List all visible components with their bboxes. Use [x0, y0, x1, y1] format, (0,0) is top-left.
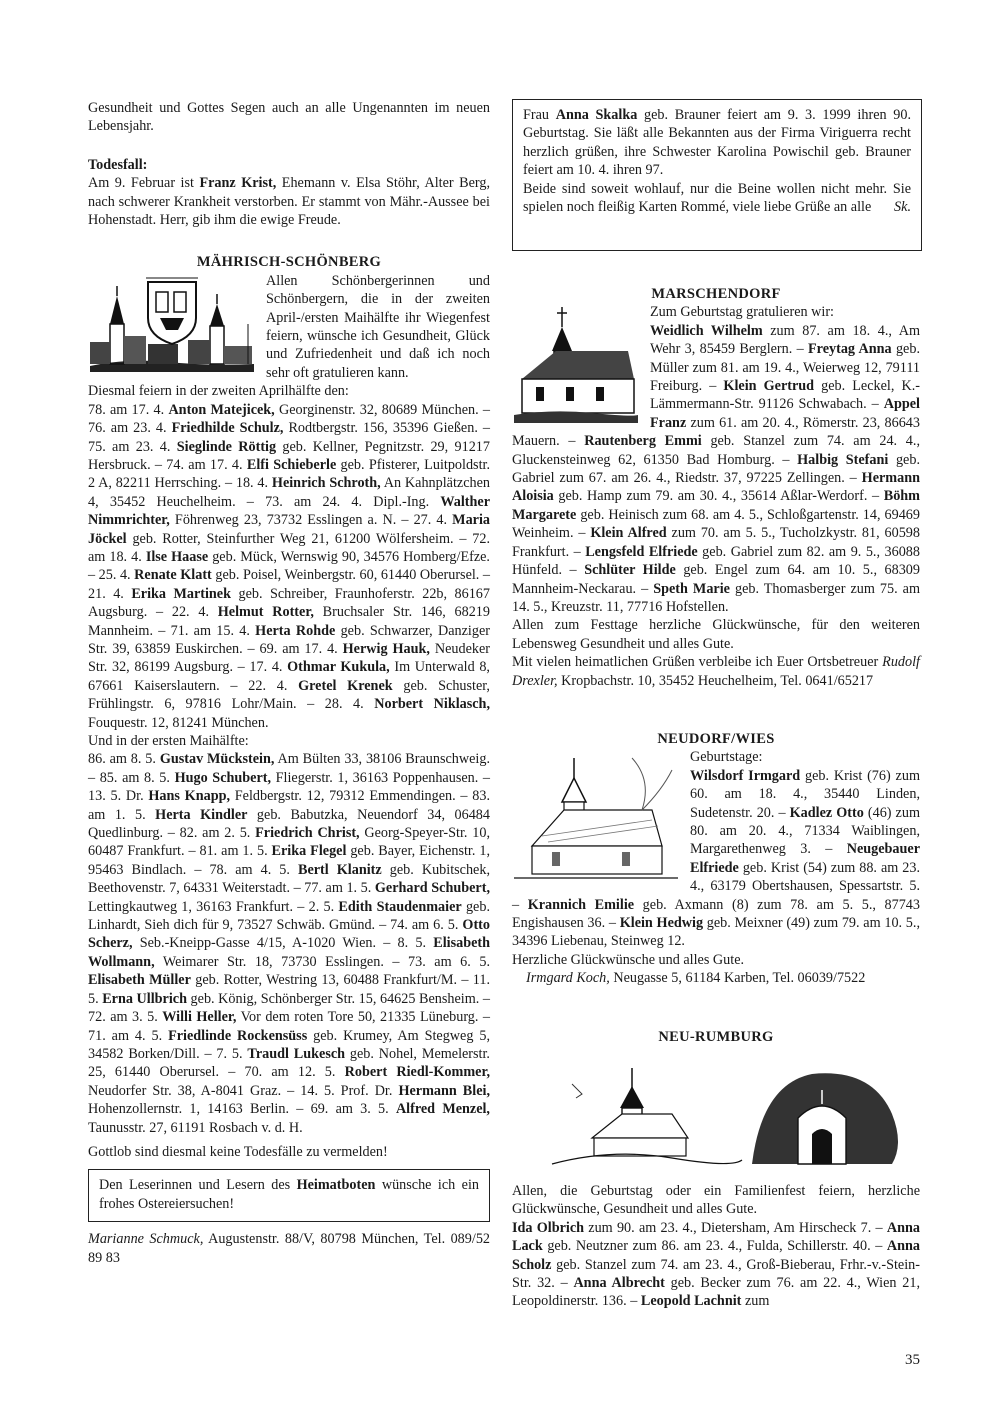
- marschendorf-signature: [512, 653, 920, 690]
- left-signature: [88, 1230, 490, 1267]
- town-coat-of-arms-illustration: [88, 274, 256, 374]
- marschendorf-closing: Allen zum Festtage herzliche Glückwünsche, für den weiteren Lebensweg Gesundheit und alles Gute.: [512, 617, 920, 652]
- intro-text: Gesundheit und Gottes Segen auch an alle Ungenannten im neuen Lebensjahr.: [88, 100, 490, 135]
- neudorf-birthdays: Wilsdorf Irmgard geb. Krist (76) zum 60. am 18. 4., 35440 Linden, Sudetenstr. 20. – Kadlez Otto (46) zum 80. am 20. 4., 71334 Waiblingen, Margarethenweg 3. – Neugebauer Elfriede geb. Krist (54) zum 88. am 23. 4., 63179 Obertshausen, Spessartstr. 5. – Krannich Emilie geb. Axmann (8) zum 78. am 5. 5., 87743 Engishausen 36. – Klein Hedwig geb. Meixner (49) zum 79. am 10. 5., 34396 Liebenau, Steinweg 12.: [512, 767, 920, 950]
- neudorf-chapel-illustration: [512, 750, 680, 890]
- easter-text-end: wünsche ich ein frohes Ostereiersuchen!: [99, 1177, 479, 1212]
- neudorf-intro: Geburtstage:: [690, 749, 763, 766]
- neudorf-closing: Herzliche Glückwünsche und alles Gute.: [512, 951, 745, 968]
- box-text-start: Frau: [523, 107, 556, 123]
- section-title-neudorf-wies: NEUDORF/WIES: [657, 730, 775, 747]
- death-text-end: Ehemann v. Elsa Stöhr, Alter Berg, nach schwerer Krankheit verstorben. Er stammt von Mähr.-Aussee bei Hohenstadt. Herr, gib ihm die ewige Freude.: [88, 175, 491, 229]
- death-text-start: Am 9. Februar ist: [88, 175, 200, 192]
- may-heading: Und in der ersten Maihälfte:: [88, 733, 249, 749]
- easter-greeting-text: [99, 1176, 479, 1213]
- death-heading: Todesfall:: [88, 156, 148, 173]
- section-title-maehrisch-schoenberg: MÄHRISCH-SCHÖNBERG: [196, 254, 382, 271]
- neu-rumburg-intro: Allen, die Geburtstag oder ein Familienfest feiern, herzliche Glückwünsche, Gesundheit und alles Gute.: [512, 1183, 920, 1218]
- marsch-signature-address: Kropbachstr. 10, 35452 Heuchelheim, Tel. 0641/65217: [557, 672, 874, 689]
- box-text-middle: geb. Brauner feiert am 9. 3. 1999 ihren 90. Geburtstag. Sie läßt alle Bekannten aus der Firma Viriguerra recht herzlich grüßen, ihre Schwester Karolina Powischil geb. Brauner feiert am 10. 4. ihren 97.: [523, 107, 912, 179]
- box-text-end: Beide sind soweit wohlauf, nur die Beine wollen nicht mehr. Sie spielen noch fleißig Karten Rommé, viele liebe Grüße an alle: [523, 180, 911, 216]
- neu-rumburg-birthdays: Ida Olbrich zum 90. am 23. 4., Dietersham, Am Hirscheck 7. – Anna Lack geb. Neutzner zum 86. am 23. 4., Fulda, Schillerstr. 40. – Anna Scholz geb. Stanzel zum 74. am 23. 4., Groß-Bieberau, Frhr.-v.-Stein-Str. 32. – Anna Albrecht geb. Becker zum 76. am 22. 4., Wien 21, Leopoldinerstr. 136. – Leopold Lachnit zum: [512, 1219, 920, 1310]
- death-notice: [88, 174, 490, 229]
- no-deaths-text: Gottlob sind diesmal keine Todesfälle zu vermelden!: [88, 1143, 388, 1160]
- marschendorf-intro: Zum Geburtstag gratulieren wir:: [650, 304, 834, 321]
- section-title-marschendorf: MARSCHENDORF: [651, 286, 781, 302]
- marschendorf-birthdays: Weidlich Wilhelm zum 87. am 18. 4., Am Wehr 3, 85459 Berglern. – Freytag Anna geb. Müller zum 81. am 19. 4., Weierweg 12, 79111 Freiburg. – Klein Gertrud geb. Leckel, K.-Lämmermann-Str. 91126 Schwabach. – Appel Franz zum 61. am 20. 4., Römerstr. 23, 86643 Mauern. – Rautenberg Emmi geb. Stanzel zum 74. am 24. 4., Gluckensteinweg 62, 61350 Bad Homburg. – Halbig Stefani geb. Gabriel zum 67. am 26. 4., Riedstr. 37, 97225 Zellingen. – Hermann Aloisia geb. Hamp zum 79. am 30. 4., 35614 Aßlar-Werdorf. – Böhm Margarete geb. Heinisch zum 68. am 4. 5., Schloßgartenstr. 14, 69469 Weinheim. – Klein Alfred zum 70. am 5. 5., Tucholzkystr. 81, 60598 Frankfurt. – Lengsfeld Elfriede geb. Gabriel zum 82. am 9. 5., 36088 Hünfeld. – Schlüter Hilde geb. Engel zum 64. am 10. 5., 68309 Mannheim-Neckarau. – Speth Marie geb. Thomasberger zum 75. am 14. 5., Kreuzstr. 11, 77716 Hofstellen.: [512, 322, 920, 615]
- section-intro: Allen Schönbergerinnen und Schönbergern, die in der zweiten April-/ersten Maihälfte ihr Wiegenfest feiern, wünsche ich Gesundheit, Glück und Zufriedenheit und daß ich noch sehr oft gratulieren kann.: [266, 272, 490, 381]
- marsch-signature-name: Rudolf Drexler,: [512, 654, 920, 689]
- marsch-greeting: Mit vielen heimatlichen Grüßen verbleibe ich Euer Ortsbetreuer: [512, 654, 883, 671]
- anna-skalka-text-2: [523, 180, 911, 217]
- easter-text-bold: Heimatboten: [296, 1177, 376, 1194]
- signature-address: Augustenstr. 88/V, 80798 München, Tel. 089/52 89 83: [88, 1231, 491, 1266]
- marschendorf-church-illustration: [512, 305, 640, 425]
- section-title-neu-rumburg: NEU-RUMBURG: [658, 1028, 774, 1045]
- box-signature: Sk.: [894, 199, 911, 216]
- death-name: Franz Krist,: [199, 175, 277, 192]
- neudorf-signature: [512, 969, 920, 987]
- easter-greeting-box: [88, 1169, 490, 1222]
- may-birthdays: 86. am 8. 5. Gustav Mückstein, Am Bülten 33, 38106 Braunschweig. – 85. am 8. 5. Hugo Schubert, Fliegerstr. 1, 36163 Poppenhausen. – 13. 5. Dr. Hans Knapp, Feldbergstr. 12, 79312 Emmendingen. – 83. am 1. 5. Herta Kindler geb. Babutzka, Neuendorf 34, 06484 Quedlinburg. – 82. am 2. 5. Friedrich Christ, Georg-Speyer-Str. 10, 60487 Frankfurt. – 81. am 1. 5. Erika Flegel geb. Bayer, Eichenstr. 1, 95463 Bindlach. – 78. am 4. 5. Bertl Klanitz geb. Kubitschek, Beethovenstr. 7, 64331 Weiterstadt. – 77. am 1. 5. Gerhard Schubert, Lettingkautweg 1, 36163 Frankfurt. – 2. 5. Edith Staudenmaier geb. Linhardt, Sieh dich für 9, 73527 Schwäb. Gmünd. – 74. am 6. 5. Otto Scherz, Seb.-Kneipp-Gasse 4/15, A-1020 Wien. – 8. 5. Elisabeth Wollmann, Weimarer Str. 18, 73730 Esslingen. – 73. am 6. 5. Elisabeth Müller geb. Rotter, Westring 13, 60488 Frankfurt/M. – 11. 5. Erna Ullbrich geb. König, Schönberger Str. 15, 64625 Bensheim. – 72. am 3. 5. Willi Heller, Vor dem roten Tore 50, 21335 Lüneburg. – 71. am 4. 5. Friedlinde Rockensüss geb. Krumey, Am Stegweg 5, 34582 Borken/Dill. – 7. 5. Traudl Lukesch geb. Nohel, Memelerstr. 25, 61440 Oberursel. – 70. am 12. 5. Robert Riedl-Kommer, Neudorfer Str. 38, A-8041 Graz. – 14. 5. Prof. Dr. Hermann Blei, Hohenzollernstr. 1, 14163 Berlin. – 69. am 3. 5. Alfred Menzel, Taunusstr. 27, 61191 Rosbach v. d. H.: [88, 751, 491, 1136]
- anna-skalka-box: [512, 99, 922, 251]
- right-column: [512, 99, 920, 1311]
- neudorf-signature-name: Irmgard Koch,: [526, 970, 610, 987]
- neudorf-signature-address: Neugasse 5, 61184 Karben, Tel. 06039/7522: [609, 970, 866, 987]
- april-birthdays: 78. am 17. 4. Anton Matejicek, Georginenstr. 32, 80689 München. – 76. am 23. 4. Friedhilde Schulz, Rodtbergstr. 156, 35396 Gießen. – 75. am 23. 4. Sieglinde Röttig geb. Kellner, Pegnitzstr. 29, 91217 Hersbruck. – 74. am 17. 4. Elfi Schieberle geb. Pfisterer, Luitpoldstr. 2 A, 82211 Herrsching. – 18. 4. Heinrich Schroth, An Kahnplätzchen 4, 35452 Heuchelheim. – 73. am 24. 4. Dipl.-Ing. Walther Nimmrichter, Föhrenweg 23, 73732 Esslingen a. N. – 27. 4. Maria Jöckel geb. Rotter, Steinfurther Weg 21, 61200 Wölfersheim. – 72. am 18. 4. Ilse Haase geb. Mück, Wernswig 90, 34576 Homberg/Efze. – 25. 4. Renate Klatt geb. Poisel, Weinbergstr. 60, 61440 Oberursel. – 21. 4. Erika Martinek geb. Schreiber, Fraunhoferstr. 22b, 86167 Augsburg. – 22. 4. Helmut Rotter, Bruchsaler Str. 146, 68219 Mannheim. – 71. am 15. 4. Herta Rohde geb. Schwarzer, Danziger Str. 39, 63859 Euskirchen. – 69. am 17. 4. Herwig Hauk, Neudeker Str. 32, 86199 Augsburg. – 17. 4. Othmar Kukula, Im Unterwald 8, 67661 Kaiserslautern. – 22. 4. Gretel Krenek geb. Schuster, Frühlingstr. 6, 97816 Lohr/Main. – 28. 4. Norbert Niklasch, Fouquestr. 12, 81241 München.: [88, 401, 491, 731]
- left-column: [88, 99, 490, 1267]
- signature-name: Marianne Schmuck,: [88, 1231, 204, 1248]
- anna-skalka-text: [523, 106, 911, 180]
- easter-text-start: Den Leserinnen und Lesern des: [99, 1177, 297, 1194]
- april-heading: Diesmal feiern in der zweiten Aprilhälfte den:: [88, 383, 349, 400]
- page-number: 35: [905, 1352, 920, 1368]
- box-name: Anna Skalka: [555, 107, 638, 123]
- neu-rumburg-illustration: [512, 1054, 920, 1172]
